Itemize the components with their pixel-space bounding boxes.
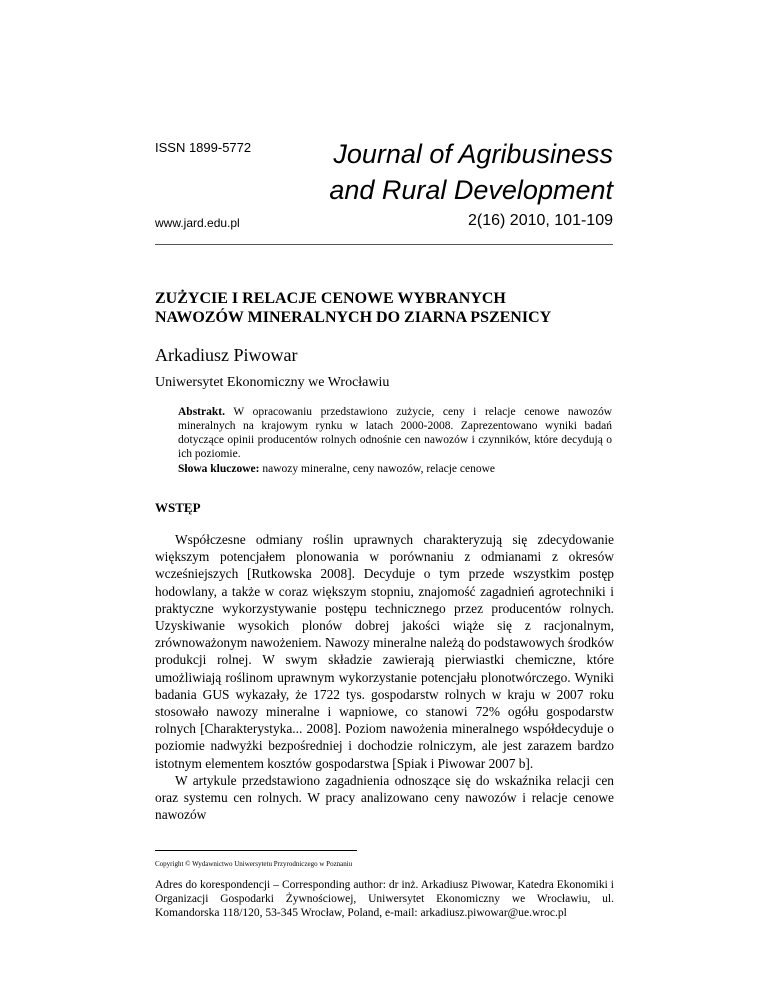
abstract-label: Abstrakt. xyxy=(178,406,225,418)
journal-title-line1: Journal of Agribusiness xyxy=(333,139,613,169)
journal-url: www.jard.edu.pl xyxy=(155,216,240,230)
correspondence-address: Adres do korespondencji – Corresponding author: dr inż. Arkadiusz Piwowar, Katedra Ekonomiki i Organizacji Gospodarki Żywnościowej, Uniwersytet Ekonomiczny we Wrocławiu, ul. Komandorska 118/120, 53-345 Wrocław, Poland, e-mail: arkadiusz.piwowar@ue.wroc.pl xyxy=(155,879,614,919)
copyright-notice: Copyright © Wydawnictwo Uniwersytetu Przyrodniczego w Poznaniu xyxy=(155,860,353,868)
keywords xyxy=(178,463,612,475)
header-divider xyxy=(155,244,613,245)
abstract xyxy=(178,405,612,461)
issn-number: ISSN 1899-5772 xyxy=(155,140,252,155)
journal-title-line2: and Rural Development xyxy=(329,175,613,205)
author-affiliation: Uniwersytet Ekonomiczny we Wrocławiu xyxy=(155,375,390,390)
keywords-label: Słowa kluczowe: xyxy=(178,463,260,475)
article-title-line2: NAWOZÓW MINERALNYCH DO ZIARNA PSZENICY xyxy=(155,309,552,326)
journal-title xyxy=(329,136,613,208)
footnote-divider xyxy=(155,850,357,851)
abstract-text: W opracowaniu przedstawiono zużycie, ceny i relacje cenowe nawozów mineralnych na krajowym rynku w latach 2000-2008. Zaprezentowano wyniki badań dotyczące opinii producentów rolnych odnośnie cen nawozów i czynników, które decydują o ich poziomie. xyxy=(178,406,612,460)
body-text xyxy=(155,531,614,823)
paragraph: Współczesne odmiany roślin uprawnych charakteryzują się zdecydowanie większym potencjałem plonowania w porównaniu z odmianami z okresów wcześniejszych [Rutkowska 2008]. Decyduje o tym przede wszystkim postęp hodowlany, a także w coraz większym stopniu, znajomość zagadnień agrotechniki i praktyczne wykorzystywanie postępu technicznego przez producentów rolnych. Uzyskiwanie wysokich plonów dobrej jakości wiąże się z racjonalnym, zrównoważonym nawożeniem. Nawozy mineralne należą do podstawowych środków produkcji rolnej. W swym składzie zawierają pierwiastki chemiczne, które umożliwiają roślinom uprawnym wykorzystanie potencjału plonotwórczego. Wyniki badania GUS wykazały, że 1722 tys. gospodarstw rolnych w kraju w 2007 roku stosowało nawozy mineralne i wapniowe, co stanowi 72% ogółu gospodarstw rolnych [Charakterystyka... 2008]. Poziom nawożenia mineralnego współdecyduje o poziomie nadwyżki bezpośredniej i dochodzie rolniczym, ale jest zarazem bardzo istotnym elementem kosztów gospodarstwa [Spiak i Piwowar 2007 b]. xyxy=(155,532,614,771)
section-heading: WSTĘP xyxy=(155,500,201,515)
issue-info: 2(16) 2010, 101-109 xyxy=(468,212,613,229)
paragraph: W artykule przedstawiono zagadnienia odnoszące się do wskaźnika relacji cen oraz systemu cen rolnych. W pracy analizowano ceny nawozów i relacje cenowe nawozów xyxy=(155,772,614,823)
article-title xyxy=(155,289,615,327)
article-title-line1: ZUŻYCIE I RELACJE CENOWE WYBRANYCH xyxy=(155,290,506,307)
author-name: Arkadiusz Piwowar xyxy=(155,345,298,365)
keywords-text: nawozy mineralne, ceny nawozów, relacje cenowe xyxy=(262,463,495,475)
